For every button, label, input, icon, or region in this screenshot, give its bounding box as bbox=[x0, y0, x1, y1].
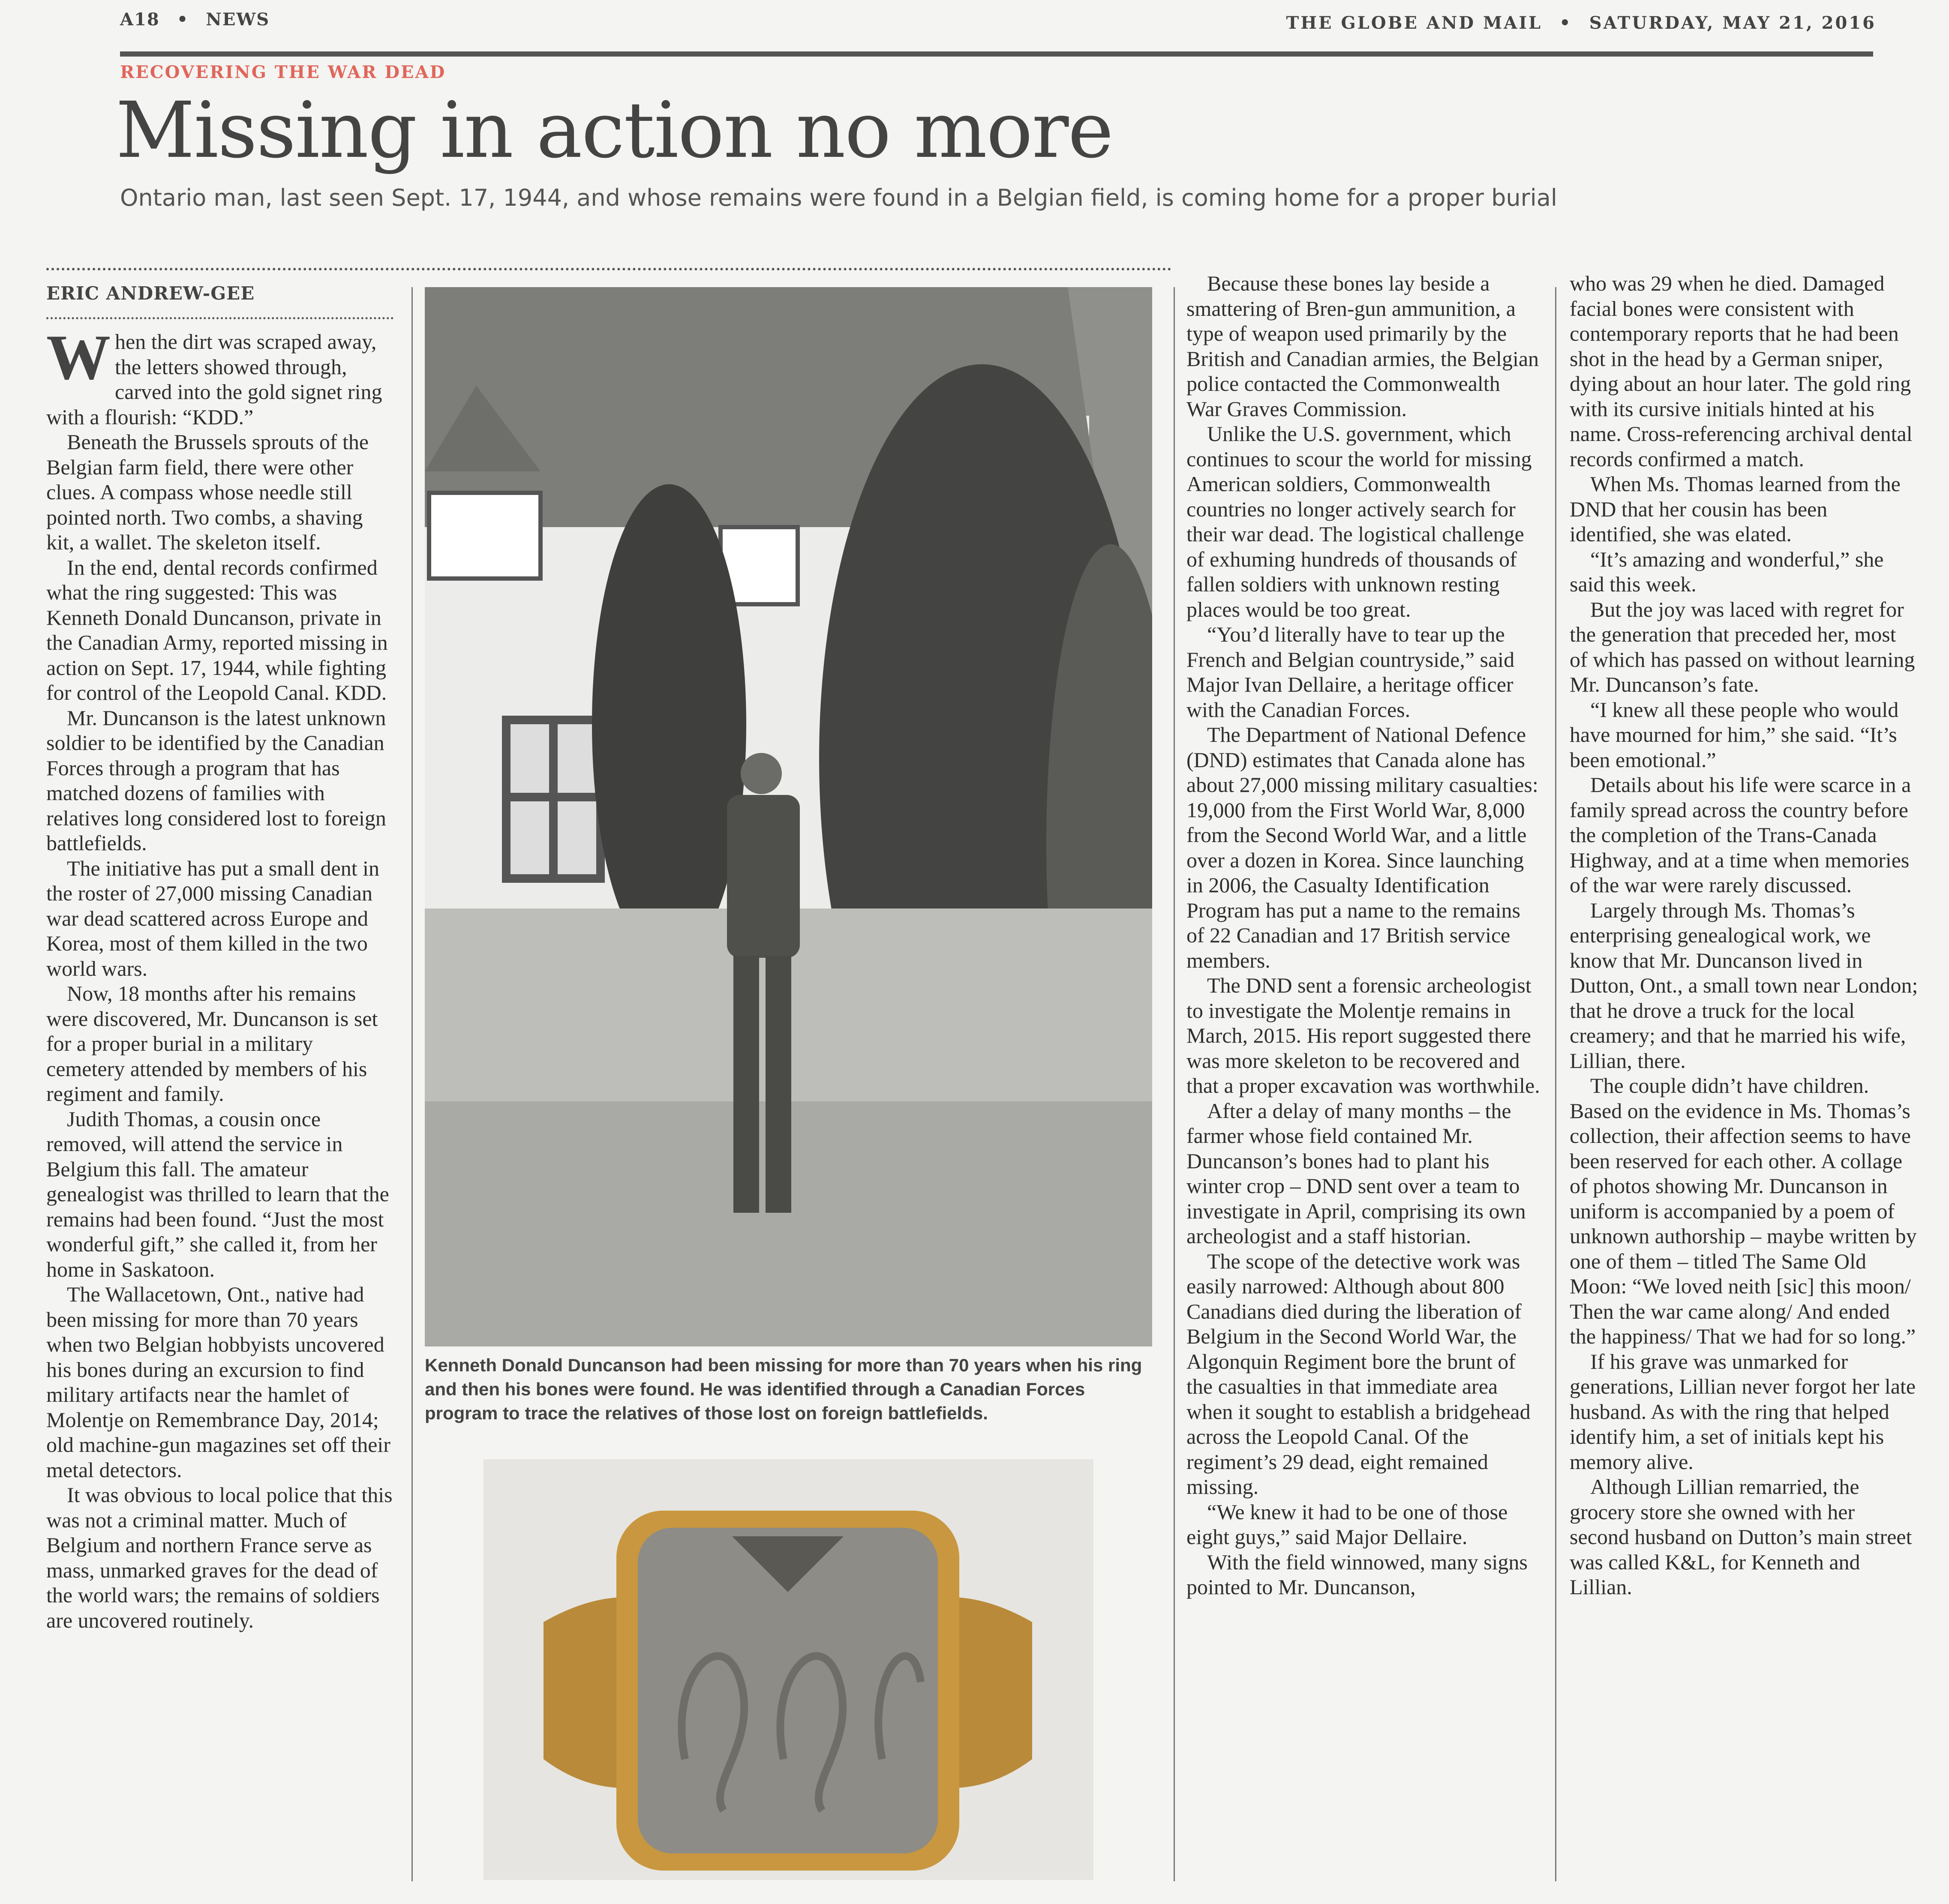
page-number: A18 bbox=[120, 9, 160, 30]
signet-ring-photo bbox=[483, 1459, 1093, 1880]
byline: ERIC ANDREW-GEE bbox=[46, 283, 255, 304]
article-paragraph: With the field winnowed, many signs pointed to Mr. Duncanson, bbox=[1186, 1550, 1528, 1599]
header-rule bbox=[120, 51, 1873, 57]
publication-date: SATURDAY, MAY 21, 2016 bbox=[1589, 13, 1876, 33]
article-paragraph: It was obvious to local police that this was not a criminal matter. Much of Belgium and northern France serve as mass, unmarked graves for the dead of the world wars; the remains of soldiers are uncovered routinely. bbox=[46, 1483, 393, 1632]
article-paragraph: If his grave was unmarked for generations, Lillian never forgot her late husband. As with the ring that helped identify him, a set of initials kept his memory alive. bbox=[1570, 1349, 1916, 1474]
deck: Ontario man, last seen Sept. 17, 1944, and whose remains were found in a Belgian field, is coming home for a proper burial bbox=[120, 184, 1557, 211]
dotted-rule bbox=[46, 268, 1171, 270]
article-paragraph: Because these bones lay beside a smattering of Bren-gun ammunition, a type of weapon used primarily by the British and Canadian armies, the Belgian police contacted the Commonwealth War Graves Commission. bbox=[1186, 271, 1539, 421]
article-column-1 bbox=[46, 329, 394, 1880]
column-divider bbox=[411, 287, 413, 1881]
article-paragraph: Unlike the U.S. government, which continues to scour the world for missing American soldiers, Commonwealth countries no longer actively search for their war dead. The logistical challenge of exhuming hundreds of thousands of fallen soldiers with unknown resting places would be too great. bbox=[1186, 422, 1532, 621]
byline-rule bbox=[46, 317, 393, 319]
page-folio bbox=[120, 9, 270, 30]
separator-dot: • bbox=[1559, 13, 1572, 33]
article-paragraph: Largely through Ms. Thomas’s enterprising genealogical work, we know that Mr. Duncanson lived in Dutton, Ont., a small town near London; that he drove a truck for the local creamery; and that he married his wife, Lillian, there. bbox=[1570, 898, 1918, 1073]
photo-caption: Kenneth Donald Duncanson had been missing for more than 70 years when his ring and then his bones were found. He was identified through a Canadian Forces program to trace the relatives of those lost on foreign battlefields. bbox=[425, 1355, 1142, 1423]
article-paragraph: The Wallacetown, Ont., native had been missing for more than 70 years when two Belgian hobbyists uncovered his bones during an excursion to find military artifacts near the hamlet of Molentje on Remembrance Day, 2014; old machine-gun magazines set off their metal detectors. bbox=[46, 1282, 390, 1482]
article-paragraph: Although Lillian remarried, the grocery store she owned with her second husband on Dutton’s main street was called K&L, for Kenneth and Lillian. bbox=[1570, 1475, 1912, 1599]
kicker: RECOVERING THE WAR DEAD bbox=[120, 62, 446, 82]
article-paragraph: The scope of the detective work was easily narrowed: Although about 800 Canadians died during the liberation of Belgium in the Second World War, the Algonquin Regiment bore the brunt of the casualties in that immediate area when it sought to establish a bridgehead across the Leopold Canal. Of the regiment’s 29 dead, eight remained missing. bbox=[1186, 1249, 1531, 1499]
article-paragraph: “I knew all these people who would have mourned for him,” she said. “It’s been emotional.” bbox=[1570, 697, 1899, 772]
article-paragraph: Details about his life were scarce in a family spread across the country before the completion of the Trans-Canada Highway, and at a time when memories of the war were rarely discussed. bbox=[1570, 773, 1911, 897]
article-column-3 bbox=[1186, 271, 1540, 1882]
column-divider bbox=[1174, 287, 1175, 1881]
article-paragraph: The DND sent a forensic archeologist to investigate the Molentje remains in March, 2015. His report suggested there was more skeleton to be recovered and that a proper excavation was worthwhile. bbox=[1186, 973, 1540, 1097]
masthead bbox=[1286, 13, 1876, 33]
article-paragraph: “You’d literally have to tear up the French and Belgian countryside,” said Major Ivan Dellaire, a heritage officer with the Canadian Forces. bbox=[1186, 622, 1515, 722]
article-paragraph: Now, 18 months after his remains were discovered, Mr. Duncanson is set for a proper burial in a military cemetery attended by members of his regiment and family. bbox=[46, 981, 378, 1106]
column-divider bbox=[1555, 287, 1556, 1881]
soldier-photo bbox=[425, 287, 1152, 1346]
article-paragraph: When Ms. Thomas learned from the DND that her cousin has been identified, she was elated. bbox=[1570, 472, 1901, 546]
article-paragraph: The couple didn’t have children. Based on the evidence in Ms. Thomas’s collection, their affection seems to have been reserved for each other. A collage of photos showing Mr. Duncanson in uniform is accompanied by a poem of unknown authorship – maybe written by one of them – titled The Same Old Moon: “We loved neith [sic] this moon/ Then the war came along/ And ended the happiness/ That we had for so long.” bbox=[1570, 1073, 1917, 1348]
section-name: NEWS bbox=[206, 9, 270, 30]
article-paragraph: In the end, dental records confirmed what the ring suggested: This was Kenneth Donald Duncanson, private in the Canadian Army, reported missing in action on Sept. 17, 1944, while fighting for control of the Leopold Canal. KDD. bbox=[46, 555, 388, 705]
article-column-4 bbox=[1570, 271, 1919, 1882]
article-paragraph: “We knew it had to be one of those eight guys,” said Major Dellaire. bbox=[1186, 1499, 1508, 1549]
headline: Missing in action no more bbox=[116, 86, 1113, 175]
article-paragraph: When the dirt was scraped away, the letters showed through, carved into the gold signet ring with a flourish: “KDD.” bbox=[46, 329, 382, 429]
article-paragraph: who was 29 when he died. Damaged facial bones were consistent with contemporary reports that he had been shot in the head by a German sniper, dying about an hour later. The gold ring with its cursive initials hinted at his name. Cross-referencing archival dental records confirmed a match. bbox=[1570, 271, 1913, 471]
article-paragraph: The initiative has put a small dent in the roster of 27,000 missing Canadian war dead scattered across Europe and Korea, most of them killed in the two world wars. bbox=[46, 856, 380, 980]
separator-dot: • bbox=[177, 9, 189, 30]
article-paragraph: Mr. Duncanson is the latest unknown soldier to be identified by the Canadian Forces through a program that has matched dozens of families with relatives long considered lost to foreign battlefields. bbox=[46, 705, 386, 855]
article-paragraph: But the joy was laced with regret for the generation that preceded her, most of which has passed on without learning Mr. Duncanson’s fate. bbox=[1570, 597, 1915, 696]
article-paragraph: Beneath the Brussels sprouts of the Belgian farm field, there were other clues. A compass whose needle still pointed north. Two combs, a shaving kit, a wallet. The skeleton itself. bbox=[46, 430, 369, 554]
article-paragraph: The Department of National Defence (DND) estimates that Canada alone has about 27,000 missing military casualties: 19,000 from the First World War, 8,000 from the Second World War, and a little over a dozen in Korea. Since launching in 2006, the Casualty Identification Program has put a name to the remains of 22 Canadian and 17 British service members. bbox=[1186, 723, 1538, 972]
article-paragraph: Judith Thomas, a cousin once removed, will attend the service in Belgium this fall. The amateur genealogist was thrilled to learn that the remains had been found. “Just the most wonderful gift,” she called it, from her home in Saskatoon. bbox=[46, 1106, 389, 1281]
article-paragraph: “It’s amazing and wonderful,” she said this week. bbox=[1570, 547, 1884, 596]
article-paragraph: After a delay of many months – the farmer whose field contained Mr. Duncanson’s bones had to plant his winter crop – DND sent over a team to investigate in April, comprising its own archeologist and a staff historian. bbox=[1186, 1098, 1526, 1248]
publication-name: THE GLOBE AND MAIL bbox=[1286, 13, 1543, 33]
